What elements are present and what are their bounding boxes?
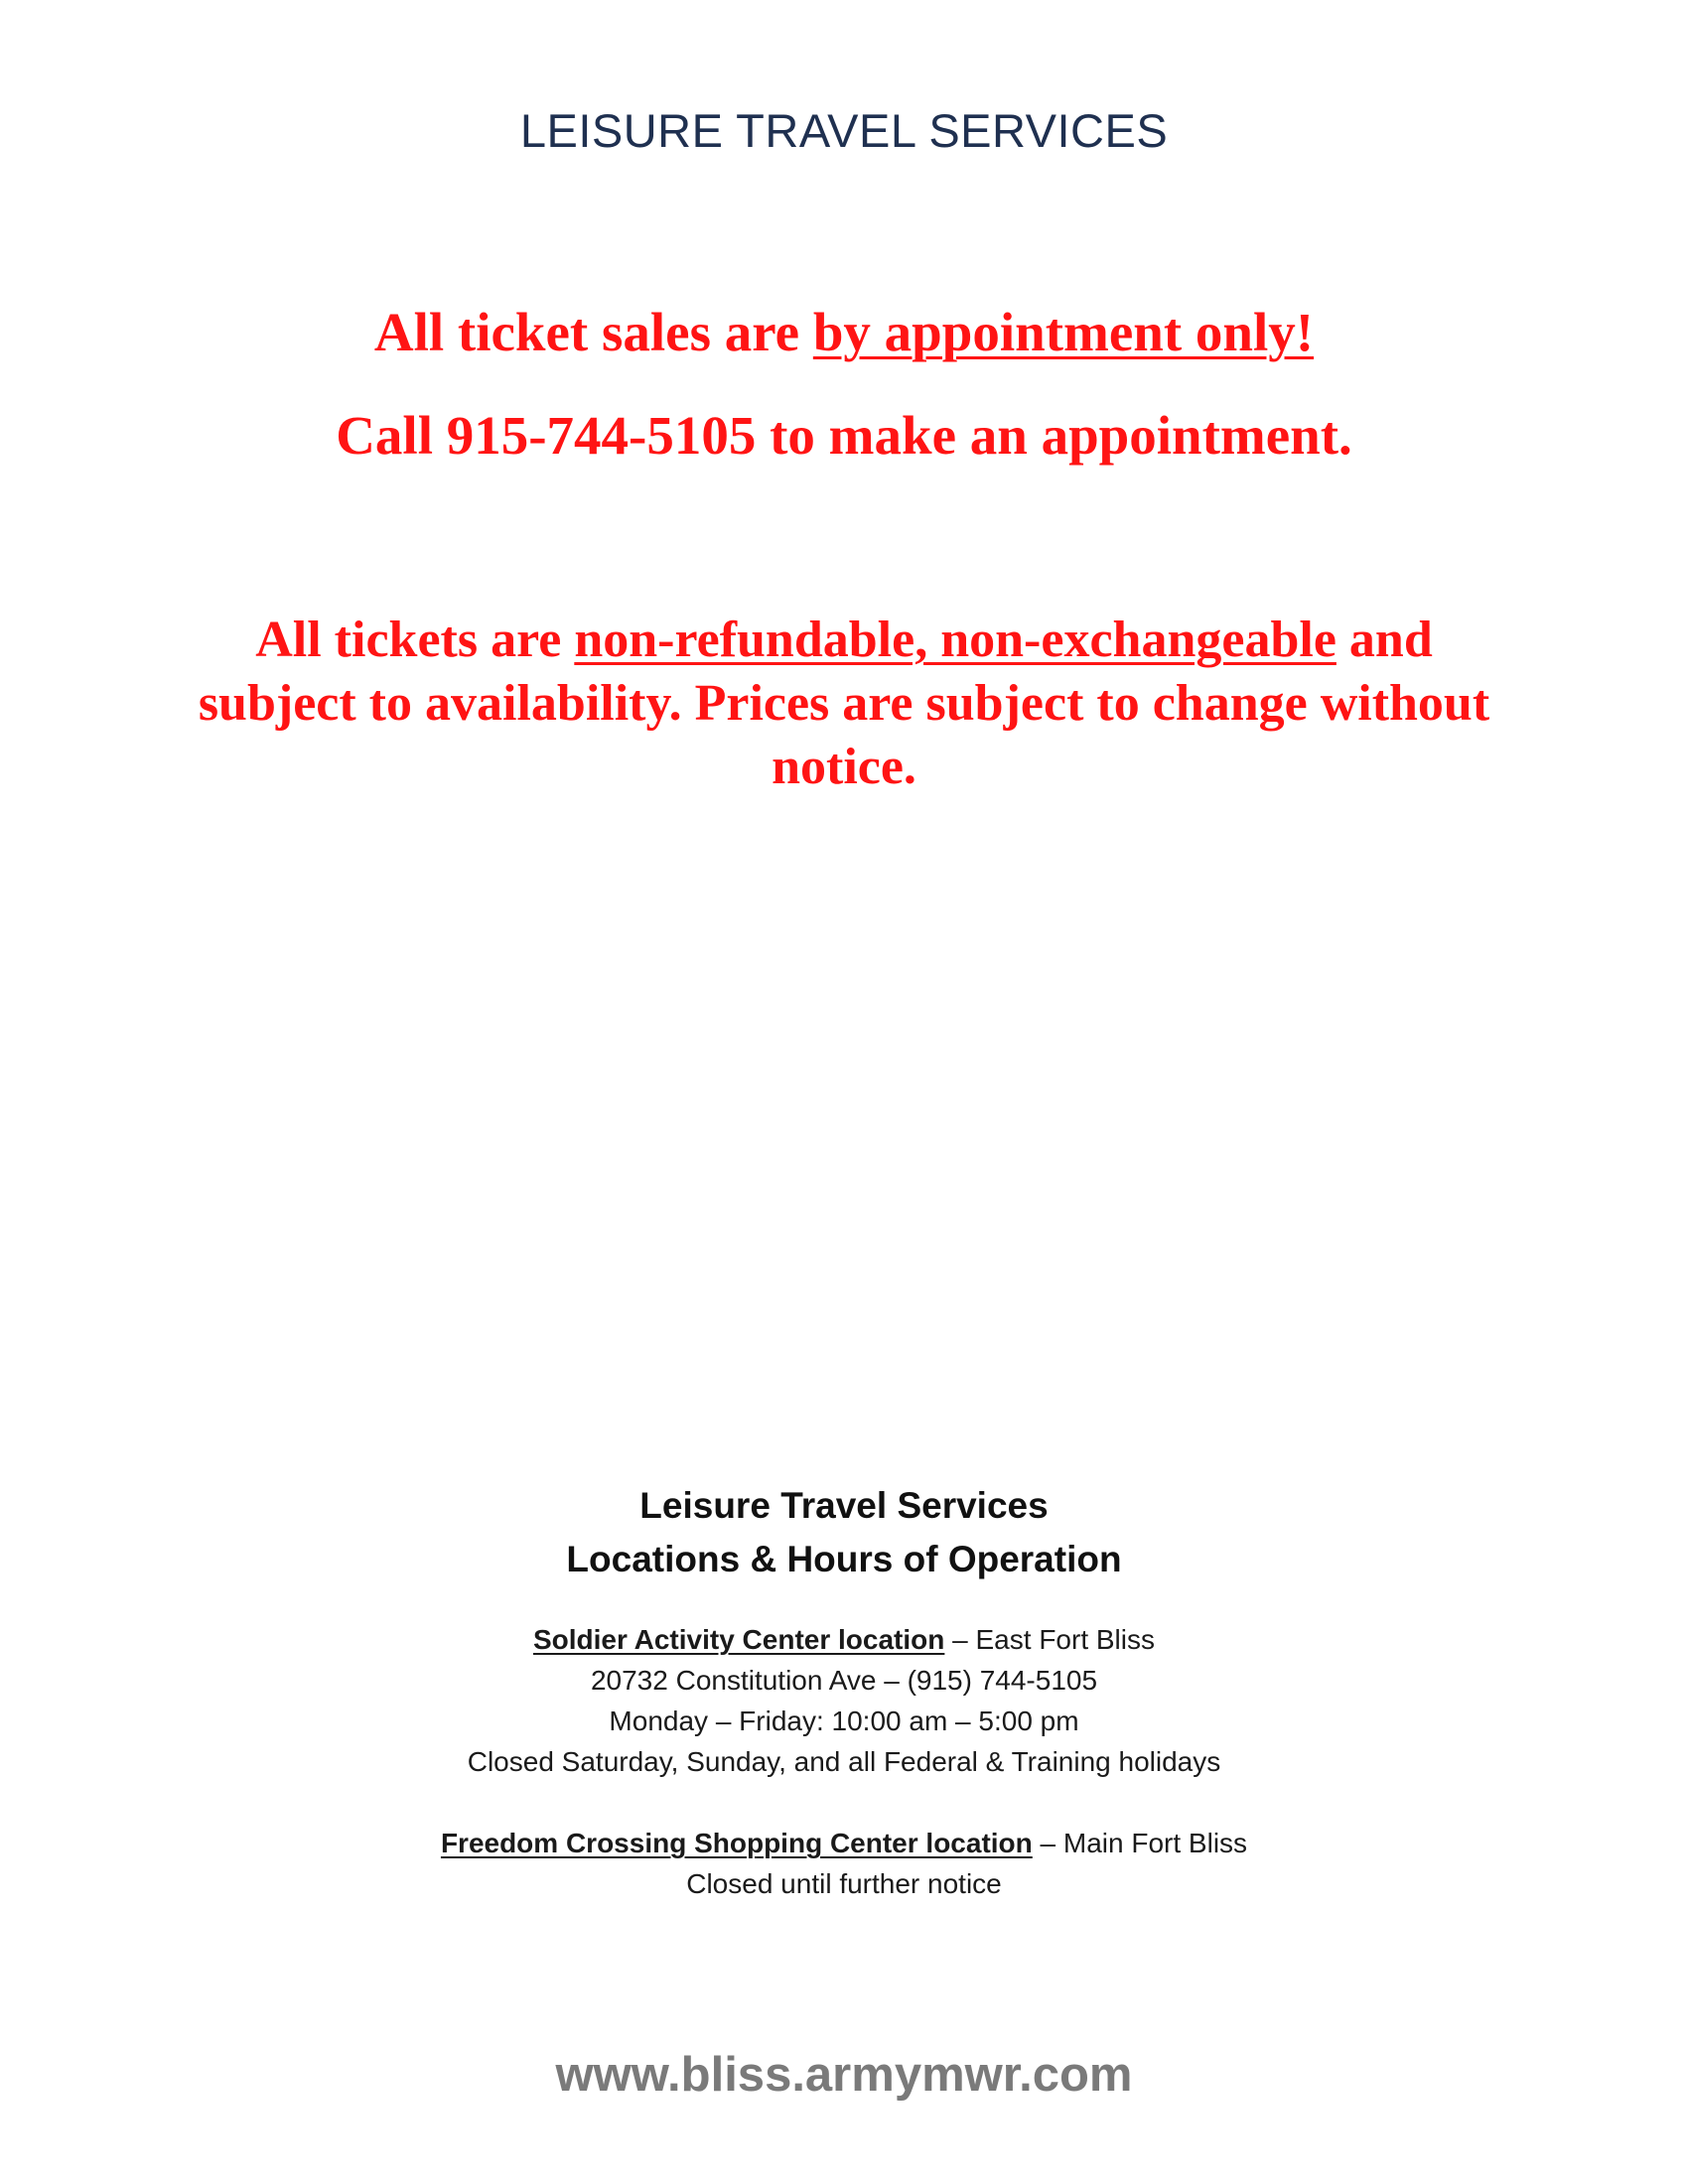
freedom-crossing-area: – Main Fort Bliss xyxy=(1032,1828,1248,1858)
refund-policy-prefix: All tickets are xyxy=(255,612,575,668)
freedom-crossing-block xyxy=(0,1823,1688,1904)
locations-heading-line1: Leisure Travel Services xyxy=(639,1485,1049,1526)
freedom-crossing-heading xyxy=(0,1823,1688,1863)
freedom-crossing-name: Freedom Crossing Shopping Center location xyxy=(440,1828,1033,1858)
call-notice: Call 915-744-5105 to make an appointment. xyxy=(336,405,1352,466)
non-refundable-emphasis: non-refundable, non-exchangeable xyxy=(574,612,1336,668)
locations-heading xyxy=(0,1479,1688,1586)
page-title: LEISURE TRAVEL SERVICES xyxy=(519,104,1169,157)
soldier-activity-center-name: Soldier Activity Center location xyxy=(532,1624,945,1655)
locations-heading-line2: Locations & Hours of Operation xyxy=(566,1539,1122,1579)
appointment-notice-prefix: All ticket sales are xyxy=(373,302,813,362)
appointment-notice xyxy=(0,301,1688,363)
appointment-only-emphasis: by appointment only! xyxy=(812,302,1315,362)
soldier-activity-center-heading xyxy=(0,1619,1688,1660)
soldier-activity-center-block xyxy=(0,1619,1688,1782)
refund-policy-notice xyxy=(179,609,1509,799)
refund-policy-suffix: and subject to availability. Prices are subject to change without notice. xyxy=(198,612,1490,795)
soldier-activity-center-area: – East Fort Bliss xyxy=(944,1624,1155,1655)
soldier-activity-center-address: 20732 Constitution Ave – (915) 744-5105 xyxy=(590,1665,1098,1696)
website-url: www.bliss.armymwr.com xyxy=(555,2048,1133,2102)
soldier-activity-center-hours: Monday – Friday: 10:00 am – 5:00 pm xyxy=(609,1706,1079,1736)
freedom-crossing-status: Closed until further notice xyxy=(686,1868,1002,1899)
soldier-activity-center-closed: Closed Saturday, Sunday, and all Federal & Training holidays xyxy=(467,1746,1221,1777)
